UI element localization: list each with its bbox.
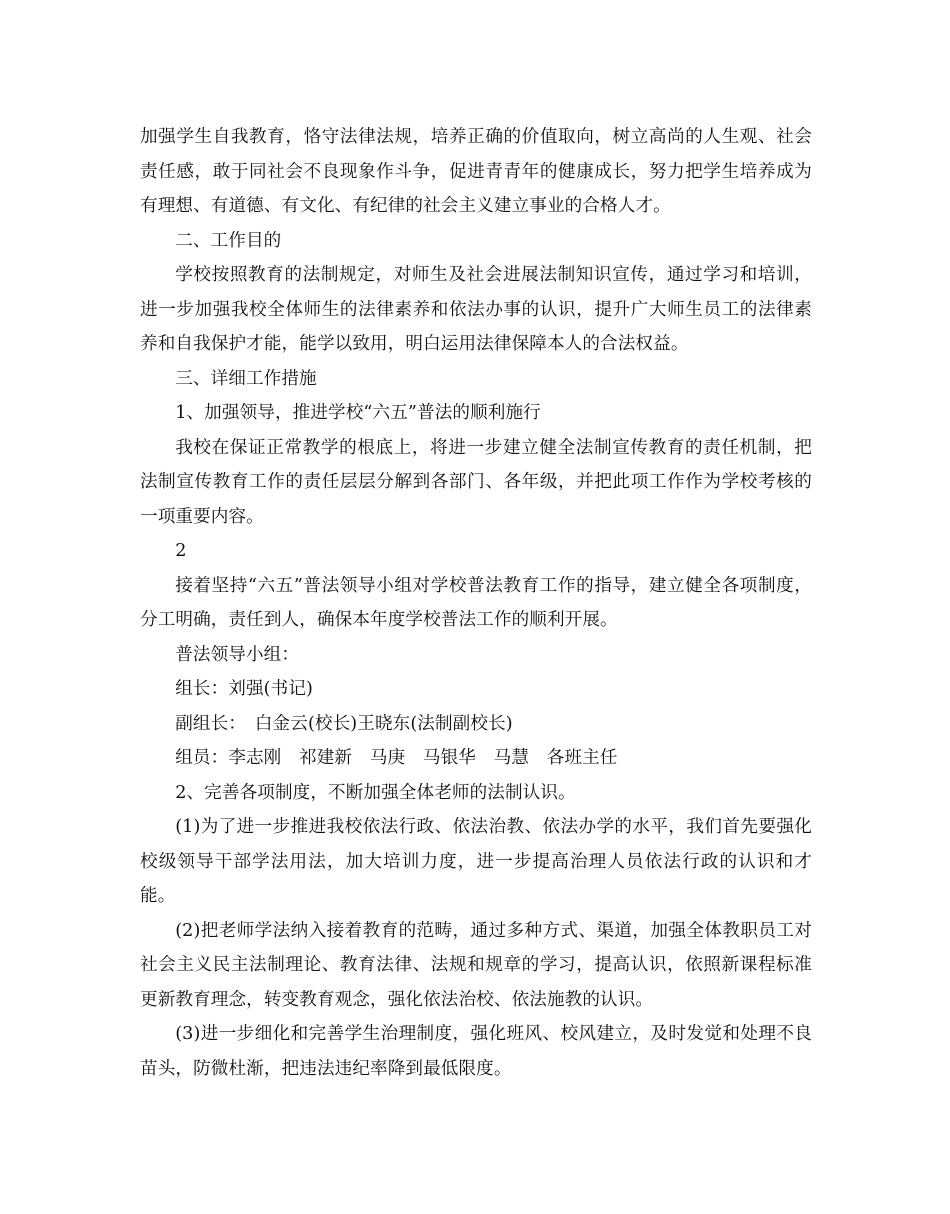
heading-work-goals: 二、工作目的: [175, 230, 282, 251]
group-leader: 组长：刘强(书记): [175, 679, 313, 699]
paragraph-intro: 加强学生自我教育，恪守法律法规，培养正确的价值取向，树立高尚的人生观、社会责任感，敢于同社会不良现象作斗争，促进青青年的健康成长，努力把学生培养成为有理想、有道德、有文化、有纪律的社会主义建立事业的合格人才。: [140, 127, 812, 216]
group-members: 组员：李志刚 祁建新 马庚 马银华 马慧 各班主任: [175, 748, 618, 768]
paragraph-work-goals: 学校按照教育的法制规定，对师生及社会进展法制知识宣传，通过学习和培训，进一步加强我校全体师生的法律素养和依法办事的认识，提升广大师生员工的法律素养和自我保护才能，能学以致用，明白运用法律保障本人的合法权益。: [140, 265, 812, 354]
paragraph-item-2: (2)把老师学法纳入接着教育的范畴，通过多种方式、渠道，加强全体教职员工对社会主义民主法制理论、教育法律、法规和规章的学习，提高认识，依照新课程标准更新教育理念，转变教育观念，强化依法治校、依法施教的认识。: [140, 920, 812, 1010]
paragraph-number-2: 2: [175, 541, 187, 561]
paragraph-item-3: (3)进一步细化和完善学生治理制度，强化班风、校风建立，及时发觉和处理不良苗头，防微杜渐，把违法违纪率降到最低限度。: [140, 1024, 812, 1079]
group-deputy-leaders: 副组长： 白金云(校长)王晓东(法制副校长): [175, 713, 513, 734]
paragraph-item-1: (1)为了进一步推进我校依法行政、依法治教、依法办学的水平，我们首先要强化校级领导干部学法用法，加大培训力度，进一步提高治理人员依法行政的认识和才能。: [140, 817, 812, 906]
subheading-leadership: 1、加强领导，推进学校“六五”普法的顺利施行: [175, 403, 541, 423]
heading-measures: 三、详细工作措施: [175, 368, 317, 389]
paragraph-responsibility: 我校在保证正常教学的根底上，将进一步建立健全法制宣传教育的责任机制，把法制宣传教育工作的责任层层分解到各部门、各年级，并把此项工作作为学校考核的一项重要内容。: [140, 437, 812, 527]
paragraph-leading-group-guidance: 接着坚持“六五”普法领导小组对学校普法教育工作的指导，建立健全各项制度，分工明确，责任到人，确保本年度学校普法工作的顺利开展。: [140, 575, 812, 630]
leading-group-title: 普法领导小组：: [175, 644, 300, 665]
document-body: [140, 120, 812, 1086]
subheading-systems: 2、完善各项制度，不断加强全体老师的法制认识。: [175, 782, 576, 803]
